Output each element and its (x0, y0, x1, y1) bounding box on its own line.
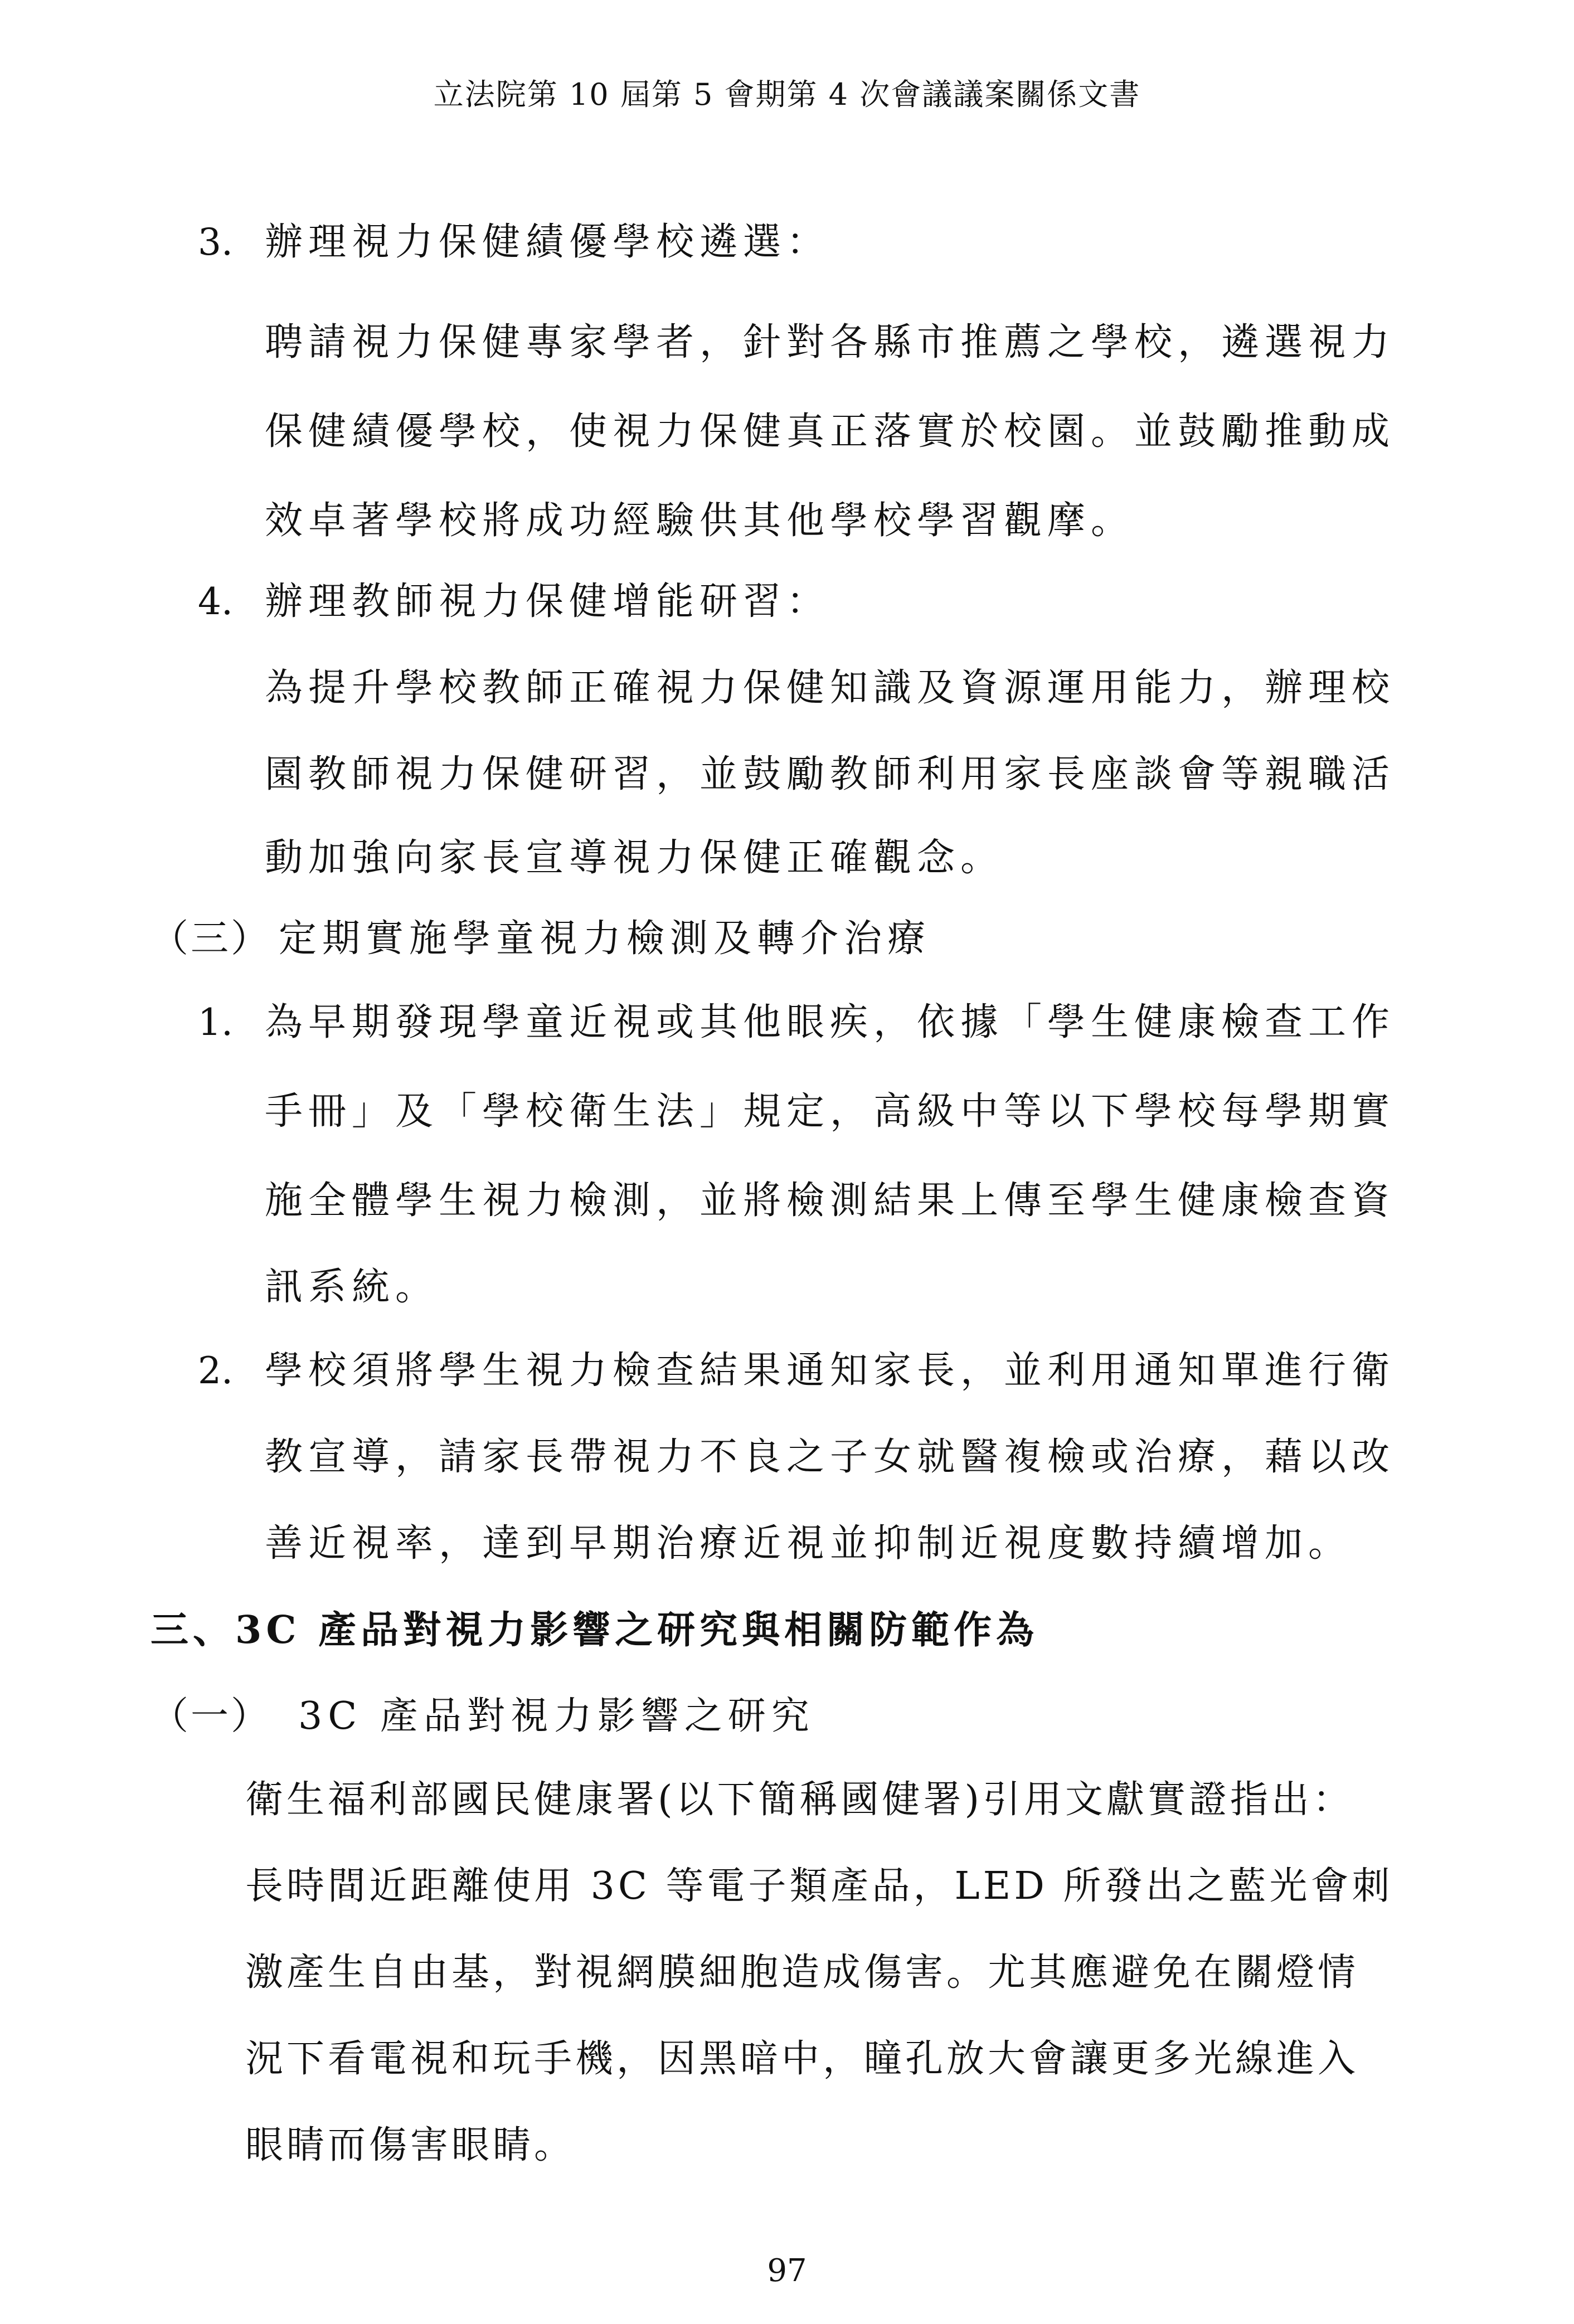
page-header: 立法院第 10 屆第 5 會期第 4 次會議議案關係文書 (433, 77, 1141, 112)
body-line: 教宣導，請家長帶視力不良之子女就醫複檢或治療，藉以改 (265, 1435, 1396, 1479)
item-number: 3. (198, 221, 233, 264)
body-line: 動加強向家長宣導視力保健正確觀念。 (265, 836, 1004, 880)
main-heading: 三、3C 產品對視力影響之研究與相關防範作為 (150, 1608, 1039, 1652)
body-line: 長時間近距離使用 3C 等電子類產品，LED 所發出之藍光會刺 (245, 1864, 1393, 1908)
body-line: 況下看電視和玩手機，因黑暗中，瞳孔放大會讓更多光線進入 (245, 2037, 1359, 2081)
body-line: 手冊」及「學校衛生法」規定，高級中等以下學校每學期實 (265, 1090, 1396, 1134)
item-number: 4. (198, 580, 233, 623)
body-line: 激產生自由基，對視網膜細胞造成傷害。尤其應避免在關燈情 (245, 1951, 1359, 1995)
item-number: 2. (198, 1349, 233, 1392)
body-line: 訊系統。 (265, 1265, 439, 1309)
page-number: 97 (767, 2253, 807, 2289)
body-line: 學校須將學生視力檢查結果通知家長，並利用通知單進行衛 (265, 1349, 1396, 1393)
body-line: 為提升學校教師正確視力保健知識及資源運用能力，辦理校 (265, 666, 1396, 710)
body-line: 聘請視力保健專家學者，針對各縣市推薦之學校，遴選視力 (265, 320, 1396, 364)
item-number: 1. (198, 1001, 233, 1044)
body-line: 園教師視力保健研習，並鼓勵教師利用家長座談會等親職活 (265, 752, 1396, 796)
body-line: 衛生福利部國民健康署(以下簡稱國健署)引用文獻實證指出： (245, 1778, 1354, 1822)
section-title: 定期實施學童視力檢測及轉介治療 (279, 917, 931, 961)
body-line: 眼睛而傷害眼睛。 (245, 2123, 576, 2167)
section-label: （一） (150, 1694, 271, 1738)
body-line: 效卓著學校將成功經驗供其他學校學習觀摩。 (265, 499, 1135, 543)
body-line: 為早期發現學童近視或其他眼疾，依據「學生健康檢查工作 (265, 1000, 1396, 1044)
item-title: 辦理視力保健績優學校遴選： (265, 220, 830, 264)
body-line: 保健績優學校，使視力保健真正落實於校園。並鼓勵推動成 (265, 410, 1396, 454)
section-label: （三） (150, 917, 271, 961)
item-title: 辦理教師視力保健增能研習： (265, 580, 830, 624)
section-title: 3C 產品對視力影響之研究 (298, 1694, 815, 1738)
body-line: 施全體學生視力檢測，並將檢測結果上傳至學生健康檢查資 (265, 1179, 1396, 1223)
body-line: 善近視率，達到早期治療近視並抑制近視度數持續增加。 (265, 1521, 1352, 1565)
